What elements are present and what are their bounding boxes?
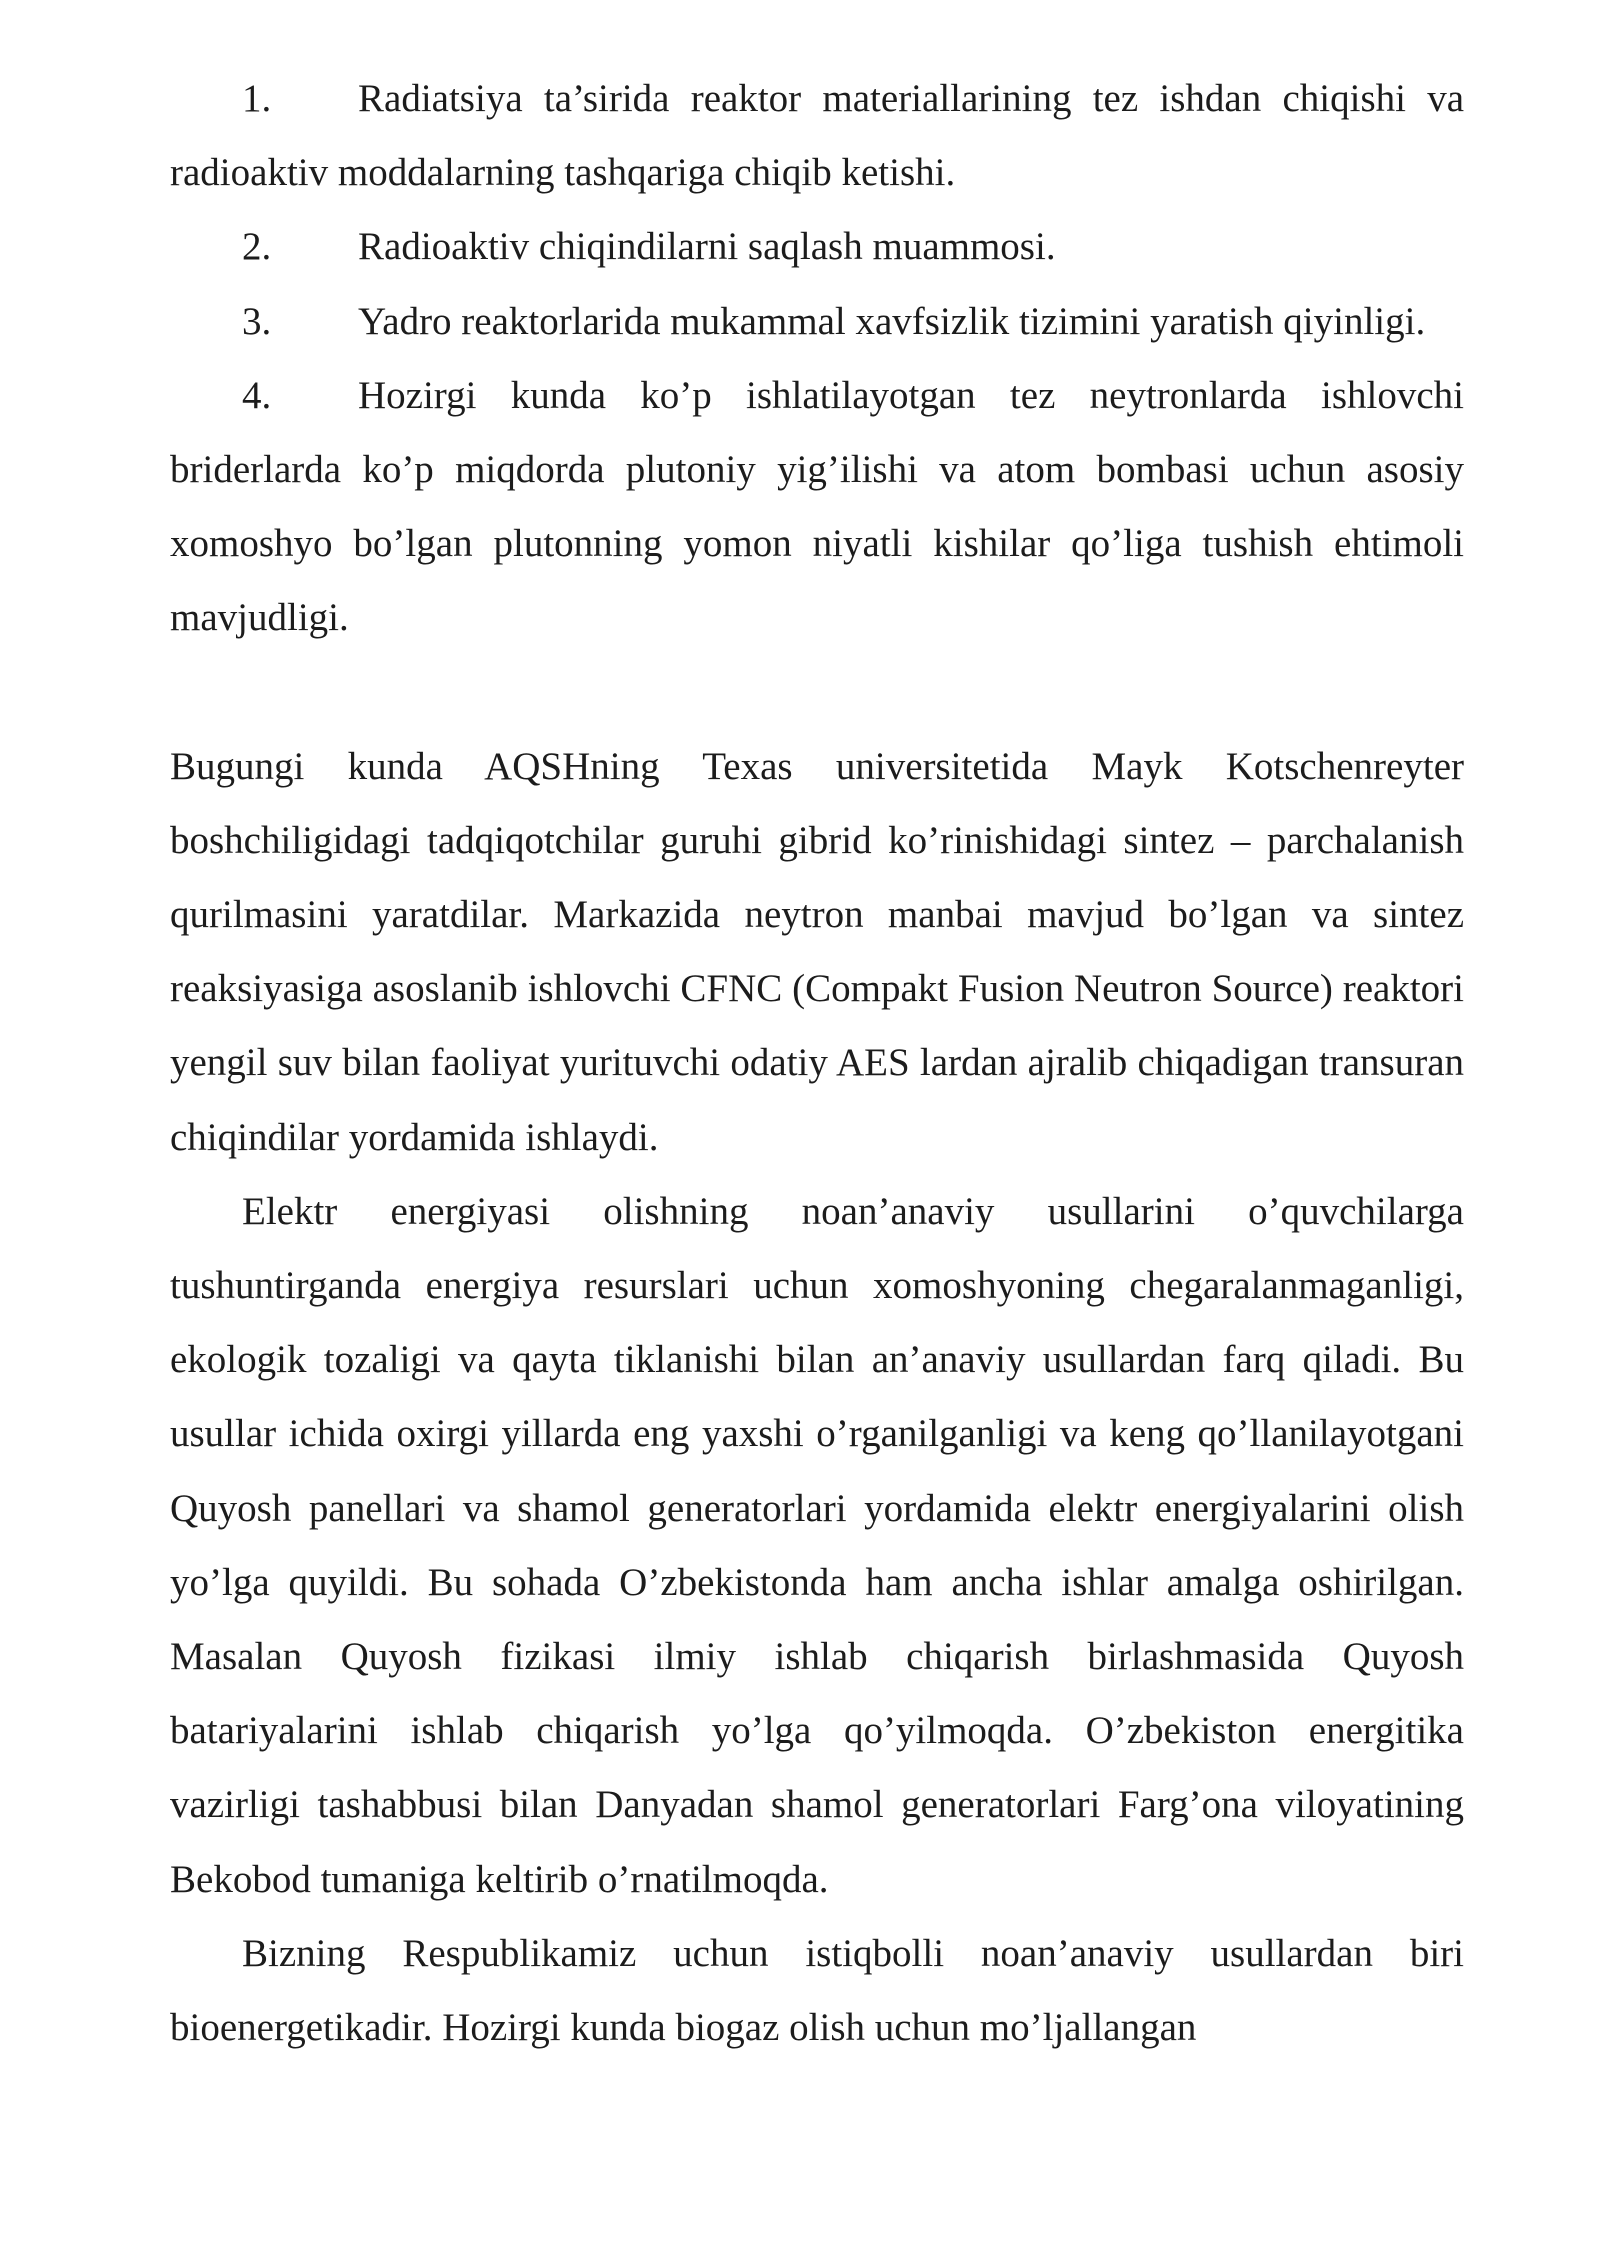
paragraph-cfnc-reactor: Bugungi kunda AQSHning Texas universitetida Mayk Kotschenreyter boshchiligidagi tadqiqotchilar guruhi gibrid ko’rinishidagi sintez – parchalanish qurilmasini yaratdilar. Markazida neytron manbai mavjud bo’lgan va sintez reaksiyasiga asoslanib ishlovchi CFNC (Compakt Fusion Neutron Source) reaktori yengil suv bilan faoliyat yurituvchi odatiy AES lardan ajralib chiqadigan transuran chiqindilar yordamida ishlaydi. <box>170 744 1464 1159</box>
document-page <box>170 62 1464 2065</box>
paragraph-renewable-energy: Elektr energiyasi olishning noan’anaviy usullarini o’quvchilarga tushuntirganda energiya resurslari uchun xomoshyoning chegaralanmaganligi, ekologik tozaligi va qayta tiklanishi bilan an’anaviy usullardan farq qiladi. Bu usullar ichida oxirgi yillarda eng yaxshi o’rganilganligi va keng qo’llanilayotgani Quyosh panellari va shamol generatorlari yordamida elektr energiyalarini olish yo’lga quyildi. Bu sohada O’zbekistonda ham ancha ishlar amalga oshirilgan. Masalan Quyosh fizikasi ilmiy ishlab chiqarish birlashmasida Quyosh batariyalarini ishlab chiqarish yo’lga qo’yilmoqda. O’zbekiston energitika vazirligi tashabbusi bilan Danyadan shamol generatorlari Farg’ona viloyatining Bekobod tumaniga keltirib o’rnatilmoqda. <box>170 1189 1464 1901</box>
list-item <box>170 285 1464 359</box>
list-item-number: 1. <box>242 77 272 120</box>
list-item <box>170 62 1464 210</box>
list-item-text: Radioaktiv chiqindilarni saqlash muammosi. <box>358 225 1056 269</box>
list-item-number: 3. <box>242 299 272 343</box>
list-item <box>170 359 1464 656</box>
list-item-number: 4. <box>242 373 272 417</box>
list-item <box>170 210 1464 284</box>
list-item-text: Hozirgi kunda ko’p ishlatilayotgan tez neytronlarda ishlovchi briderlarda ko’p miqdorda plutoniy yig’ilishi va atom bombasi uchun asosiy xomoshyo bo’lgan plutonning yomon niyatli kishilar qo’liga tushish ehtimoli mavjudligi. <box>170 373 1464 640</box>
list-item-text: Yadro reaktorlarida mukammal xavfsizlik tizimini yaratish qiyinligi. <box>358 299 1426 343</box>
blank-line <box>170 656 1464 730</box>
list-item-number: 2. <box>242 225 272 269</box>
paragraph-bioenergy: Bizning Respublikamiz uchun istiqbolli noan’anaviy usullardan biri bioenergetikadir. Hozirgi kunda biogaz olish uchun mo’ljallangan <box>170 1931 1464 2050</box>
list-item-text: Radiatsiya ta’sirida reaktor materiallarining tez ishdan chiqishi va radioaktiv moddalarning tashqariga chiqib ketishi. <box>170 77 1464 195</box>
